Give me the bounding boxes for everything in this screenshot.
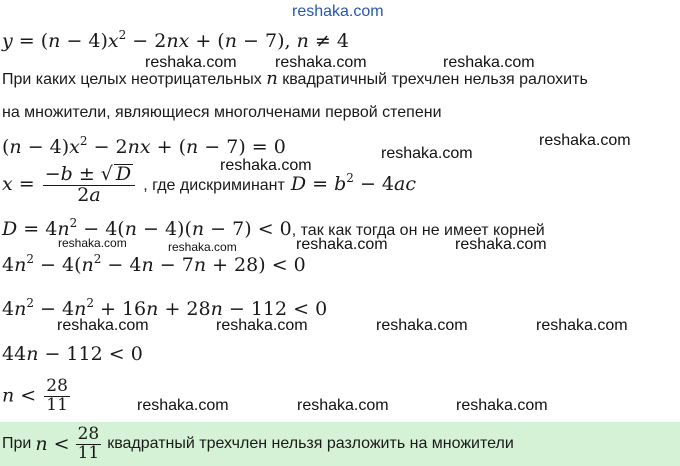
discriminant-inequality: $D = 4n^2 - 4(n - 4)(n - 7) < 0$, так как тогда он не имеет корней: [2, 216, 545, 240]
answer-text: При n < $\frac{28}{11}$ квадратный трехчлен нельзя разложить на множители: [2, 423, 514, 463]
watermark: reshaka.com: [455, 236, 547, 253]
expansion-step-1: $4n^2 - 4(n^2 - 4n - 7n + 28) < 0$: [2, 252, 306, 276]
watermark: reshaka.com: [57, 317, 149, 334]
watermark: reshaka.com: [168, 240, 237, 254]
watermark: reshaka.com: [443, 54, 535, 71]
watermark: reshaka.com: [137, 397, 229, 414]
watermark: reshaka.com: [376, 317, 468, 334]
question-line-2: на множители, являющиеся многолченами первой степени: [2, 104, 442, 121]
expansion-step-2: $4n^2 - 4n^2 + 16n + 28n - 112 < 0$: [2, 296, 328, 320]
quadratic-formula: x = $\frac{-b \pm √ D}{2a}$ , где дискриминант $D = b^2 - 4ac$: [2, 163, 416, 206]
watermark: reshaka.com: [220, 157, 312, 174]
watermark: reshaka.com: [296, 236, 388, 253]
quadratic-equation: $(n - 4)x^2 - 2nx + (n - 7) = 0$: [2, 134, 286, 158]
watermark: reshaka.com: [275, 54, 367, 71]
watermark: reshaka.com: [456, 397, 548, 414]
watermark: reshaka.com: [145, 54, 237, 71]
watermark: reshaka.com: [58, 236, 127, 250]
simplified-inequality: 44n − 112 < 0: [2, 343, 143, 365]
watermark: reshaka.com: [539, 132, 631, 149]
watermark: reshaka.com: [297, 397, 389, 414]
watermark: reshaka.com: [381, 145, 473, 162]
watermark-top: reshaka.com: [292, 3, 384, 20]
solution-inequality: n < $\frac{28}{11}$: [2, 376, 68, 415]
function-definition: $y = (n - 4)x^2 - 2nx + (n - 7)$, n ≠ 4: [2, 28, 349, 52]
watermark: reshaka.com: [216, 317, 308, 334]
watermark: reshaka.com: [536, 317, 628, 334]
question-line-1: При каких целых неотрицательных n квадратичный трехчлен нельзя ралохить: [2, 68, 588, 89]
answer-banner: [0, 422, 680, 466]
neq-sign: ≠: [314, 30, 331, 52]
